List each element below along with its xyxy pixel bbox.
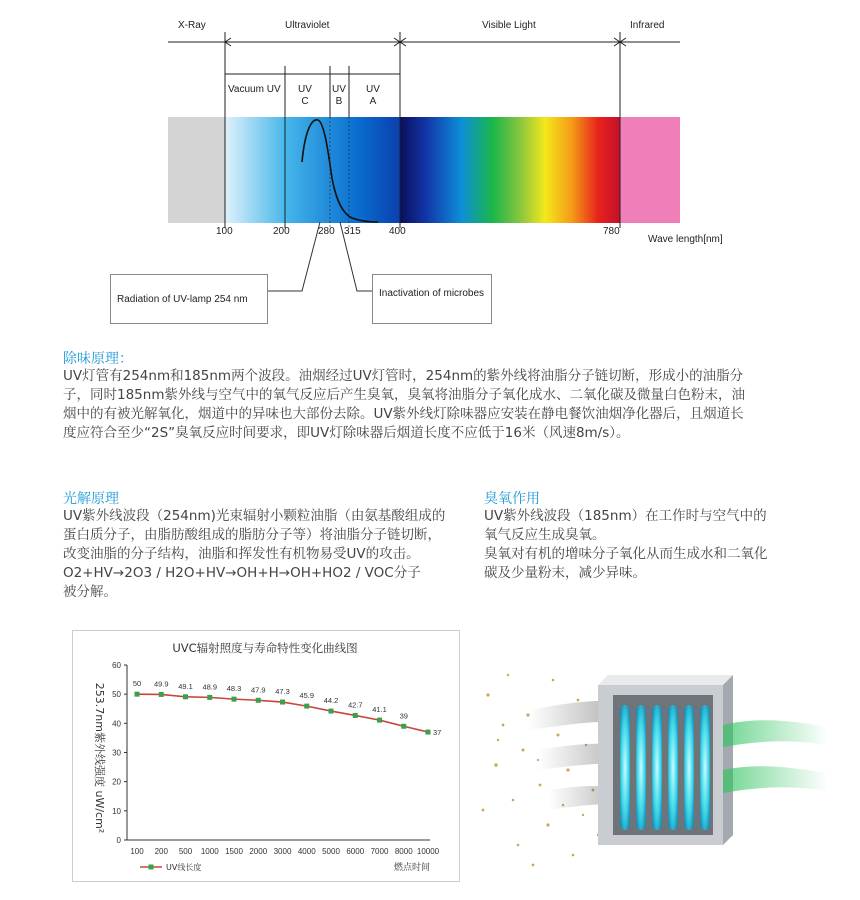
y-tick-label: 30 [112,748,121,758]
tick-400: 400 [389,226,406,237]
sub-uva: UV A [366,84,380,107]
visible-band [400,117,620,223]
tick-315: 315 [344,226,361,237]
photolysis-heading: 光解原理 [63,491,119,507]
x-tick-label: 4000 [297,847,316,856]
region-xray: X-Ray [178,20,206,31]
x-tick-label: 500 [178,847,193,856]
x-tick-label: 2000 [249,847,268,856]
data-point [426,730,431,735]
callout-microbes: Inactivation of microbes [372,274,492,324]
data-label: 37 [433,728,442,738]
data-point [353,713,358,718]
chart-title: UVC辐射照度与寿命特性变化曲线图 [172,641,358,655]
x-tick-label: 6000 [346,847,365,856]
deodor-line: 度应符合至少“2S”臭氧反应时间要求，即UV灯除味器后烟道长度不应低于16米（风速8m/s）。 [63,425,630,441]
uv-band [225,117,400,223]
data-point [280,700,285,705]
ozone-line: 臭氧对有机的增味分子氧化从而生成水和二氧化 [484,546,768,562]
data-point [256,698,261,703]
data-label: 48.9 [202,682,218,692]
region-ultraviolet: Ultraviolet [285,20,330,31]
y-tick-label: 0 [116,836,121,845]
data-point [135,692,140,697]
x-axis-label: 燃点时间 [393,863,430,873]
x-tick-label: 3000 [273,847,292,856]
data-label: 48.3 [226,684,242,694]
deodor-line: 子，同时185nm紫外线与空气中的氧气反应后产生臭氧，臭氧将油脂分子氧化成水、二氧化碳及微量白色粉末，油 [63,387,745,403]
data-point [207,695,212,700]
data-label: 47.3 [275,687,290,697]
tick-780: 780 [603,226,620,237]
sub-vacuum-uv: Vacuum UV [228,84,281,95]
data-label: 39 [399,711,408,721]
deodor-line: 烟中的有被光解氧化，烟道中的异味也大部份去除。UV紫外线灯除味器应安装在静电餐饮油烟净化器后，且烟道长 [63,406,744,422]
x-tick-label: 5000 [322,847,340,856]
tick-200: 200 [273,226,290,237]
sub-uvc: UV C [298,84,312,107]
data-point [183,694,188,699]
data-point [159,692,164,697]
y-tick-label: 60 [112,661,121,670]
photolysis-line: UV紫外线波段（254nm)光束辐射小颗粒油脂（由氨基酸组成的 [63,508,446,524]
photolysis-line: 蛋白质分子，由脂肪酸组成的脂肪分子等）将油脂分子链切断， [63,527,441,543]
ozone-line: 氧气反应生成臭氧。 [484,527,606,543]
data-label: 41.1 [372,705,387,715]
photolysis-line: 被分解。 [63,584,117,600]
y-tick-label: 50 [112,690,121,700]
data-point [304,704,309,709]
x-tick-label: 8000 [394,847,413,856]
legend-marker [149,865,154,870]
data-label: 49.9 [153,679,169,689]
x-tick-label: 100 [130,847,144,856]
data-point [401,724,406,729]
uvc-chart [72,630,458,880]
axis-unit: Wave length[nm] [648,234,723,245]
tick-280: 280 [318,226,335,237]
x-tick-label: 7000 [370,847,389,856]
data-label: 42.7 [347,700,363,710]
x-tick-label: 1000 [200,847,219,856]
photolysis-line: 改变油脂的分子结构，油脂和挥发性有机物易受UV的攻击。 [63,546,420,562]
deodor-text [63,367,843,443]
legend-label: UV线长度 [166,863,202,872]
region-visible-light: Visible Light [482,20,536,31]
deodor-heading: 除味原理： [63,351,133,367]
sub-uvb: UV B [332,84,346,107]
data-point [377,718,382,723]
ozone-line: 碳及少量粉末，减少异味。 [484,565,646,581]
deodor-line: UV灯管有254nm和185nm两个波段。油烟经过UV灯管时，254nm的紫外线将油脂分子链切断，形成小的油脂分 [63,368,744,384]
xray-band [168,117,225,223]
data-label: 47.9 [250,685,266,695]
x-tick-label: 200 [154,847,168,856]
y-tick-label: 20 [112,777,121,787]
photolysis-text [63,507,483,602]
tick-100: 100 [216,226,233,237]
data-label: 44.2 [323,696,339,706]
x-tick-label: 1500 [225,847,243,856]
data-label: 49.1 [178,681,193,691]
x-tick-label: 10000 [416,847,440,856]
ozone-text [484,507,814,583]
infrared-band [620,117,680,223]
region-infrared: Infrared [630,20,665,31]
uv-purifier-illustration [468,655,860,900]
data-point [329,709,334,714]
y-tick-label: 40 [112,719,121,729]
photolysis-line: O2+HV→2O3 / H2O+HV→OH+H→OH+HO2 / VOC分子 [63,565,421,581]
chart-ylabel: 253.7nm紫外线强度 uW/cm² [93,682,106,834]
callout-uv-lamp: Radiation of UV-lamp 254 nm [110,274,268,324]
data-label: 45.9 [299,691,315,701]
ozone-heading: 臭氧作用 [484,491,540,507]
y-tick-label: 10 [112,806,121,816]
data-label: 50 [132,679,142,689]
ozone-line: UV紫外线波段（185nm）在工作时与空气中的 [484,508,767,524]
data-point [232,697,237,702]
